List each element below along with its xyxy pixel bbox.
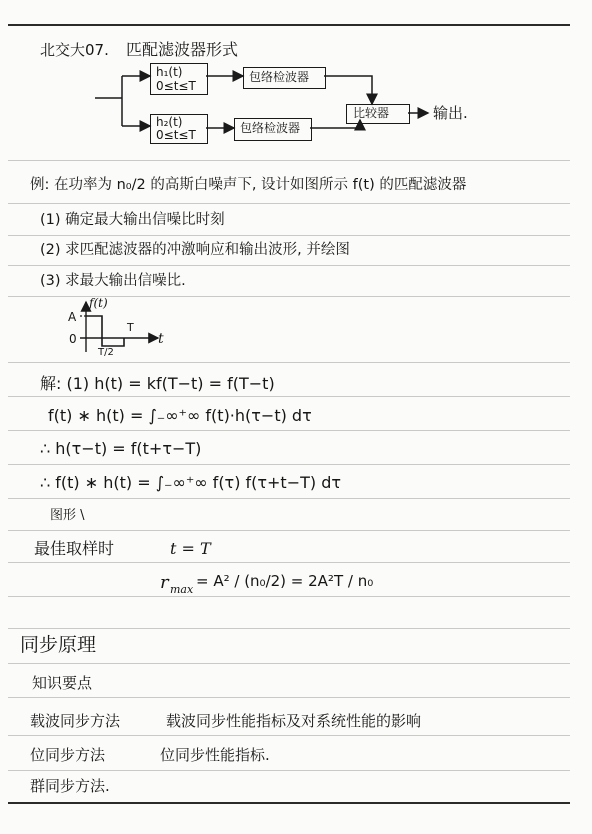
ruled-line [8,430,570,431]
question-2: (2) 求匹配滤波器的冲激响应和输出波形, 并绘图 [40,242,350,258]
max-snr-expression: = A² / (n₀/2) = 2A²T / n₀ [196,572,374,590]
ruled-line [8,160,570,161]
carrier-sync-note: 载波同步性能指标及对系统性能的影响 [166,712,422,730]
ruled-line [8,396,570,397]
max-snr-symbol: r [160,572,169,593]
envelope-detector-2-label: 包络检波器 [240,121,301,135]
ruled-line [8,697,570,698]
solution-line-1: 解: (1) h(t) = kf(T−t) = f(T−t) [40,374,275,393]
h1-range: 0≤t≤T [156,79,196,93]
waveform-f-label: f(t) [89,296,108,310]
ruled-line [8,735,570,736]
ruled-line [8,663,570,664]
output-label: 输出. [433,104,468,122]
ruled-line [8,596,570,597]
sampling-time-label: 最佳取样时 [34,539,115,558]
header-topic: 匹配滤波器形式 [126,40,239,59]
waveform-half-period-label: T/2 [98,347,114,358]
top-border-line [8,24,570,26]
sampling-time-equation: t = T [170,539,211,558]
group-sync-method: 群同步方法. [30,777,110,795]
question-3: (3) 求最大输出信噪比. [40,273,186,289]
bit-sync-method: 位同步方法 [30,746,106,764]
solution-line-3: ∴ h(τ−t) = f(t+τ−T) [40,439,202,458]
ruled-line [8,770,570,771]
waveform-amplitude-label: A [68,310,77,324]
max-snr-subscript: max [170,583,194,596]
ruled-line [8,362,570,363]
comparator-label: 比较器 [353,106,390,120]
waveform-period-label: T [127,321,134,334]
ruled-line [8,464,570,465]
header-school: 北交大07. [40,41,109,59]
ruled-line [8,235,570,236]
solution-line-5: 图形 \ [50,508,85,523]
ruled-line [8,203,570,204]
h1-label: h₁(t) [156,65,183,79]
carrier-sync-method: 载波同步方法 [30,712,121,730]
solution-line-4: ∴ f(t) ∗ h(t) = ∫₋∞⁺∞ f(τ) f(τ+t−T) dτ [40,473,341,492]
bottom-border-line [8,802,570,804]
h2-range: 0≤t≤T [156,128,196,142]
knowledge-points-heading: 知识要点 [32,674,93,692]
waveform-zero-label: 0 [69,332,77,346]
ruled-line [8,498,570,499]
waveform-t-axis-label: t [158,331,164,347]
ruled-line [8,265,570,266]
solution-line-2: f(t) ∗ h(t) = ∫₋∞⁺∞ f(t)·h(τ−t) dτ [48,406,312,425]
h2-label: h₂(t) [156,115,183,129]
envelope-detector-1-label: 包络检波器 [249,70,310,84]
ruled-line [8,628,570,629]
ruled-line [8,562,570,563]
example-problem: 例: 在功率为 n₀/2 的高斯白噪声下, 设计如图所示 f(t) 的匹配滤波器 [30,177,467,193]
section-title: 同步原理 [20,634,97,656]
question-1: (1) 确定最大输出信噪比时刻 [40,212,225,228]
bit-sync-note: 位同步性能指标. [160,746,270,764]
ruled-line [8,530,570,531]
